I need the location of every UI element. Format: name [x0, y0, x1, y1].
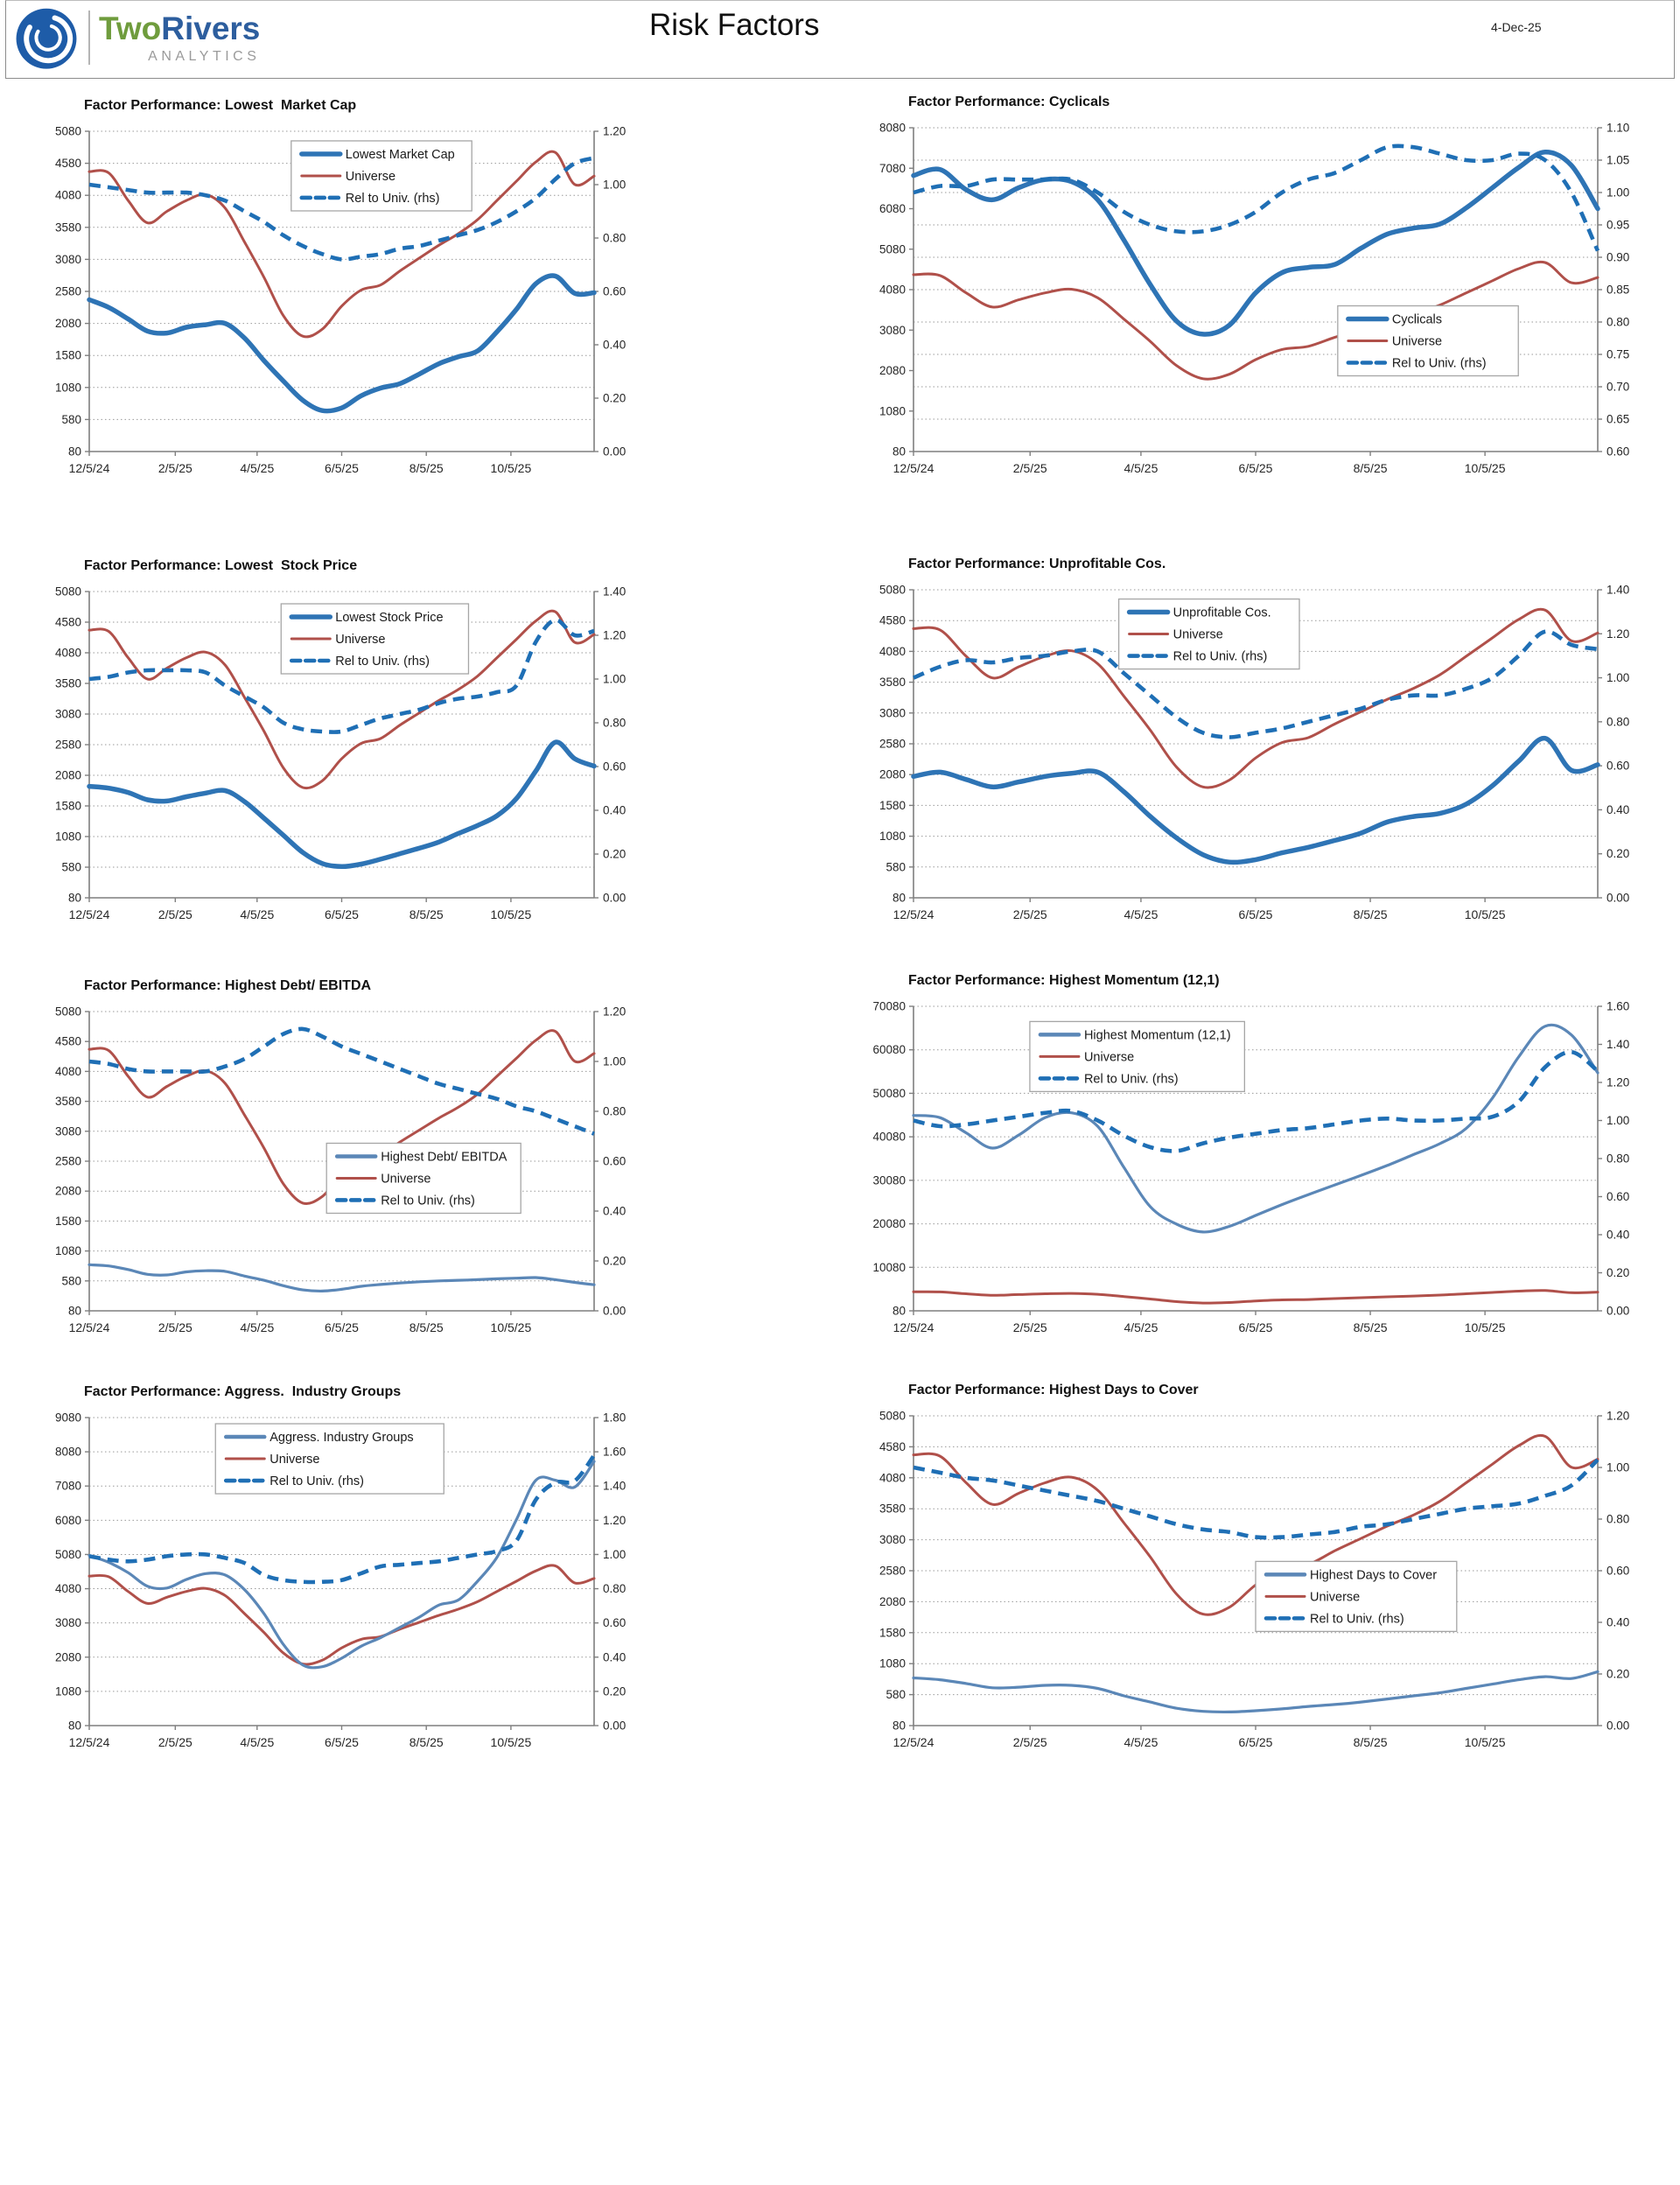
- svg-text:80: 80: [67, 1719, 81, 1733]
- svg-text:0.00: 0.00: [603, 1719, 626, 1733]
- chart-title: Factor Performance: Highest Days to Cover: [908, 1383, 1199, 1397]
- factor-line: [914, 1025, 1598, 1232]
- svg-text:0.40: 0.40: [1606, 1615, 1630, 1629]
- svg-text:3580: 3580: [54, 1095, 81, 1109]
- svg-text:5080: 5080: [54, 124, 81, 138]
- svg-text:4080: 4080: [54, 646, 81, 660]
- legend-label: Universe: [345, 169, 396, 184]
- legend: [326, 1143, 521, 1213]
- svg-text:1580: 1580: [54, 348, 81, 362]
- svg-text:6080: 6080: [54, 1513, 81, 1527]
- svg-text:2080: 2080: [878, 767, 906, 781]
- svg-text:0.00: 0.00: [1606, 1719, 1630, 1733]
- legend: [291, 141, 472, 211]
- chart-plot: [858, 1407, 1662, 1768]
- svg-text:5080: 5080: [54, 1005, 81, 1019]
- legend-label: Rel to Univ. (rhs): [1083, 1072, 1179, 1087]
- legend-label: Highest Momentum (12,1): [1083, 1028, 1231, 1043]
- svg-text:1.10: 1.10: [1606, 121, 1630, 135]
- svg-text:80: 80: [892, 1719, 906, 1733]
- svg-text:4080: 4080: [54, 1582, 81, 1596]
- svg-text:3580: 3580: [54, 676, 81, 690]
- svg-text:12/5/24: 12/5/24: [68, 1320, 110, 1334]
- legend-label: Lowest Market Cap: [345, 147, 455, 162]
- svg-text:0.95: 0.95: [1606, 218, 1630, 232]
- svg-text:4080: 4080: [54, 188, 81, 202]
- chart-lowest-stock-price: [33, 558, 659, 940]
- svg-text:6080: 6080: [878, 202, 906, 215]
- svg-text:0.00: 0.00: [603, 1304, 626, 1318]
- svg-text:0.00: 0.00: [1606, 1304, 1630, 1318]
- svg-text:1.20: 1.20: [603, 124, 626, 138]
- legend-label: Cyclicals: [1391, 312, 1443, 327]
- chart-highest-momentum: [858, 973, 1662, 1353]
- svg-text:40080: 40080: [872, 1130, 906, 1144]
- svg-text:1.60: 1.60: [1606, 999, 1630, 1013]
- svg-text:2080: 2080: [878, 1594, 906, 1608]
- svg-text:30080: 30080: [872, 1173, 906, 1187]
- svg-text:1.40: 1.40: [603, 585, 626, 599]
- legend-label: Lowest Stock Price: [335, 611, 444, 625]
- legend: [1256, 1561, 1457, 1631]
- svg-text:10/5/25: 10/5/25: [1464, 461, 1506, 475]
- svg-text:3080: 3080: [54, 252, 81, 266]
- svg-text:0.40: 0.40: [603, 338, 626, 352]
- svg-text:4580: 4580: [54, 1034, 81, 1048]
- svg-text:20080: 20080: [872, 1217, 906, 1231]
- legend-label: Highest Debt/ EBITDA: [381, 1150, 508, 1165]
- svg-text:4/5/25: 4/5/25: [240, 1320, 275, 1334]
- svg-text:2580: 2580: [54, 738, 81, 752]
- svg-text:4080: 4080: [54, 1064, 81, 1078]
- svg-text:0.60: 0.60: [1606, 759, 1630, 773]
- svg-text:8/5/25: 8/5/25: [1353, 907, 1388, 921]
- chart-lowest-market-cap: [33, 98, 659, 494]
- chart-title: Factor Performance: Highest Debt/ EBITDA: [84, 978, 372, 993]
- chart-plot: [858, 581, 1662, 940]
- svg-text:0.80: 0.80: [1606, 1152, 1630, 1166]
- svg-text:80: 80: [67, 891, 81, 905]
- chart-canvas: [858, 119, 1662, 494]
- svg-text:2/5/25: 2/5/25: [158, 907, 192, 921]
- legend-label: Universe: [1391, 334, 1443, 349]
- svg-text:50080: 50080: [872, 1086, 906, 1100]
- legend: [215, 1424, 444, 1494]
- svg-text:1.00: 1.00: [603, 178, 626, 192]
- svg-text:4080: 4080: [878, 1471, 906, 1485]
- chart-plot: [33, 583, 659, 940]
- chart-plot: [858, 119, 1662, 494]
- svg-text:1080: 1080: [54, 830, 81, 844]
- svg-text:0.75: 0.75: [1606, 347, 1630, 361]
- svg-text:1080: 1080: [878, 830, 906, 844]
- chart-highest-days-to-cover: [858, 1383, 1662, 1768]
- chart-canvas: [858, 998, 1662, 1353]
- svg-text:2080: 2080: [54, 1184, 81, 1198]
- svg-text:1080: 1080: [878, 404, 906, 418]
- svg-text:80: 80: [67, 445, 81, 459]
- svg-text:3580: 3580: [878, 676, 906, 690]
- svg-text:8/5/25: 8/5/25: [1353, 1320, 1388, 1334]
- svg-text:5080: 5080: [878, 583, 906, 597]
- svg-text:0.20: 0.20: [603, 1684, 626, 1698]
- chart-highest-debt-ebitda: [33, 978, 659, 1353]
- legend-label: Rel to Univ. (rhs): [1172, 649, 1268, 664]
- svg-text:4/5/25: 4/5/25: [1124, 907, 1158, 921]
- svg-text:0.40: 0.40: [603, 803, 626, 817]
- svg-text:8/5/25: 8/5/25: [409, 907, 444, 921]
- factor-line: [89, 1264, 594, 1291]
- svg-text:1580: 1580: [878, 1626, 906, 1640]
- svg-text:0.85: 0.85: [1606, 283, 1630, 297]
- logo-circle-icon: [13, 4, 80, 71]
- svg-text:2580: 2580: [878, 737, 906, 751]
- svg-text:6/5/25: 6/5/25: [325, 461, 359, 475]
- gridlines: [914, 1416, 1598, 1695]
- svg-text:1080: 1080: [54, 381, 81, 395]
- legend: [281, 604, 468, 674]
- svg-text:2080: 2080: [54, 317, 81, 331]
- svg-text:0.80: 0.80: [603, 1582, 626, 1596]
- svg-text:80: 80: [892, 891, 906, 905]
- svg-text:3580: 3580: [54, 221, 81, 235]
- svg-text:1.40: 1.40: [1606, 1038, 1630, 1051]
- svg-text:0.80: 0.80: [1606, 715, 1630, 729]
- svg-text:1.00: 1.00: [603, 672, 626, 686]
- svg-text:1.20: 1.20: [1606, 1075, 1630, 1089]
- svg-text:0.80: 0.80: [603, 716, 626, 730]
- svg-text:1.00: 1.00: [1606, 1460, 1630, 1474]
- svg-text:6/5/25: 6/5/25: [325, 1320, 359, 1334]
- svg-text:2580: 2580: [54, 1154, 81, 1168]
- svg-text:0.60: 0.60: [603, 1154, 626, 1168]
- svg-text:8/5/25: 8/5/25: [1353, 461, 1388, 475]
- svg-text:12/5/24: 12/5/24: [892, 461, 934, 475]
- svg-text:3080: 3080: [54, 1124, 81, 1138]
- logo-divider: [88, 11, 90, 65]
- chart-canvas: [33, 123, 659, 494]
- svg-text:0.40: 0.40: [1606, 802, 1630, 816]
- svg-text:580: 580: [886, 1688, 906, 1702]
- svg-text:0.80: 0.80: [1606, 315, 1630, 329]
- chart-plot: [33, 123, 659, 494]
- report-header: [5, 0, 1675, 79]
- svg-text:1080: 1080: [878, 1656, 906, 1670]
- svg-text:1.60: 1.60: [603, 1445, 626, 1459]
- svg-text:0.60: 0.60: [603, 1616, 626, 1630]
- svg-text:60080: 60080: [872, 1043, 906, 1057]
- legend-label: Rel to Univ. (rhs): [345, 191, 440, 206]
- svg-text:1580: 1580: [54, 1214, 81, 1228]
- svg-text:0.80: 0.80: [603, 231, 626, 245]
- svg-text:0.20: 0.20: [603, 847, 626, 861]
- legend-label: Unprofitable Cos.: [1172, 606, 1271, 620]
- svg-text:2/5/25: 2/5/25: [1012, 1320, 1047, 1334]
- legend-label: Rel to Univ. (rhs): [1310, 1612, 1404, 1627]
- chart-title: Factor Performance: Lowest Market Cap: [84, 98, 357, 113]
- svg-text:0.20: 0.20: [1606, 1266, 1630, 1279]
- svg-text:6/5/25: 6/5/25: [325, 907, 359, 921]
- svg-text:1.20: 1.20: [1606, 627, 1630, 641]
- svg-text:8080: 8080: [54, 1445, 81, 1459]
- legend-label: Universe: [335, 633, 386, 647]
- svg-text:1.00: 1.00: [1606, 671, 1630, 685]
- svg-text:80: 80: [892, 1304, 906, 1318]
- chart-canvas: [33, 583, 659, 940]
- logo-wordmark: [99, 12, 260, 64]
- legend-label: Rel to Univ. (rhs): [1391, 356, 1487, 371]
- svg-text:1.20: 1.20: [603, 1005, 626, 1019]
- svg-text:580: 580: [61, 860, 81, 874]
- factor-line: [89, 276, 594, 411]
- svg-text:4580: 4580: [54, 157, 81, 171]
- svg-text:0.65: 0.65: [1606, 412, 1630, 426]
- chart-title: Factor Performance: Aggress. Industry Groups: [84, 1384, 402, 1399]
- svg-text:8/5/25: 8/5/25: [409, 1320, 444, 1334]
- legend-label: Highest Days to Cover: [1310, 1568, 1438, 1583]
- svg-text:0.60: 0.60: [603, 284, 626, 298]
- svg-text:2080: 2080: [54, 768, 81, 782]
- legend-label: Universe: [270, 1453, 320, 1467]
- rel-to-univ-line: [89, 1029, 594, 1134]
- svg-text:1.20: 1.20: [603, 628, 626, 642]
- page-title: Risk Factors: [649, 8, 820, 42]
- svg-text:580: 580: [61, 1274, 81, 1288]
- svg-text:0.40: 0.40: [1606, 1228, 1630, 1242]
- svg-text:1580: 1580: [54, 799, 81, 813]
- universe-line: [914, 1291, 1598, 1303]
- svg-text:70080: 70080: [872, 999, 906, 1013]
- svg-text:6/5/25: 6/5/25: [1238, 1320, 1273, 1334]
- axis-labels: [879, 122, 1629, 476]
- chart-title: Factor Performance: Lowest Stock Price: [84, 558, 358, 573]
- svg-text:2080: 2080: [878, 364, 906, 377]
- chart-canvas: [33, 1409, 659, 1768]
- svg-text:0.40: 0.40: [603, 1650, 626, 1664]
- legend: [1338, 306, 1518, 376]
- svg-text:0.20: 0.20: [603, 1254, 626, 1268]
- svg-text:6/5/25: 6/5/25: [1238, 461, 1273, 475]
- svg-text:12/5/24: 12/5/24: [892, 907, 934, 921]
- axis-labels: [879, 1410, 1629, 1750]
- svg-text:12/5/24: 12/5/24: [892, 1320, 934, 1334]
- svg-text:10/5/25: 10/5/25: [490, 907, 532, 921]
- svg-text:4/5/25: 4/5/25: [1124, 1735, 1158, 1749]
- svg-text:1.00: 1.00: [603, 1054, 626, 1068]
- svg-text:3080: 3080: [878, 1533, 906, 1547]
- chart-canvas: [33, 1003, 659, 1353]
- chart-canvas: [858, 581, 1662, 940]
- svg-text:10/5/25: 10/5/25: [490, 1320, 532, 1334]
- svg-text:5080: 5080: [54, 585, 81, 599]
- svg-text:0.60: 0.60: [603, 760, 626, 774]
- chart-title: Factor Performance: Cyclicals: [908, 95, 1110, 109]
- svg-text:6/5/25: 6/5/25: [325, 1735, 359, 1749]
- svg-text:2580: 2580: [54, 284, 81, 298]
- svg-text:0.60: 0.60: [1606, 445, 1630, 459]
- chart-aggressive-industry-groups: [33, 1384, 659, 1768]
- svg-text:1080: 1080: [54, 1244, 81, 1258]
- svg-text:3080: 3080: [54, 707, 81, 721]
- svg-text:0.40: 0.40: [603, 1204, 626, 1218]
- svg-text:3580: 3580: [878, 1502, 906, 1516]
- svg-text:3080: 3080: [878, 706, 906, 720]
- svg-text:2/5/25: 2/5/25: [1012, 907, 1047, 921]
- rel-to-univ-line: [914, 1460, 1598, 1537]
- svg-text:8080: 8080: [878, 121, 906, 135]
- logo-subtitle: ANALYTICS: [148, 48, 261, 64]
- legend-label: Universe: [381, 1172, 431, 1187]
- legend-label: Rel to Univ. (rhs): [335, 655, 430, 669]
- chart-plot: [858, 998, 1662, 1353]
- svg-text:0.20: 0.20: [1606, 1667, 1630, 1681]
- svg-text:5080: 5080: [878, 242, 906, 256]
- svg-text:8/5/25: 8/5/25: [409, 1735, 444, 1749]
- two-rivers-logo: [13, 4, 260, 71]
- svg-text:6/5/25: 6/5/25: [1238, 1735, 1273, 1749]
- legend-label: Rel to Univ. (rhs): [381, 1194, 475, 1208]
- legend-label: Aggress. Industry Groups: [270, 1431, 414, 1446]
- svg-text:8/5/25: 8/5/25: [409, 461, 444, 475]
- svg-text:5080: 5080: [54, 1547, 81, 1561]
- svg-text:580: 580: [61, 412, 81, 426]
- svg-text:1580: 1580: [878, 798, 906, 812]
- svg-text:10/5/25: 10/5/25: [490, 1735, 532, 1749]
- svg-text:80: 80: [67, 1304, 81, 1318]
- report-date: 4-Dec-25: [1491, 20, 1542, 34]
- rel-to-univ-line: [914, 146, 1598, 251]
- svg-text:1.00: 1.00: [1606, 1114, 1630, 1127]
- chart-plot: [33, 1003, 659, 1353]
- svg-text:0.00: 0.00: [603, 445, 626, 459]
- svg-text:2580: 2580: [878, 1564, 906, 1578]
- legend: [1030, 1021, 1244, 1091]
- chart-title: Factor Performance: Highest Momentum (12,1): [908, 973, 1220, 988]
- chart-title: Factor Performance: Unprofitable Cos.: [908, 557, 1166, 571]
- chart-plot: [33, 1409, 659, 1768]
- legend-label: Universe: [1083, 1050, 1135, 1065]
- svg-text:4/5/25: 4/5/25: [1124, 461, 1158, 475]
- svg-text:1.80: 1.80: [603, 1411, 626, 1425]
- svg-text:6/5/25: 6/5/25: [1238, 907, 1273, 921]
- factor-line: [914, 1671, 1598, 1712]
- logo-word-two: Two: [99, 10, 162, 46]
- svg-text:1.20: 1.20: [1606, 1409, 1630, 1423]
- svg-text:10/5/25: 10/5/25: [490, 461, 532, 475]
- svg-text:4580: 4580: [878, 1439, 906, 1453]
- svg-text:2/5/25: 2/5/25: [1012, 461, 1047, 475]
- svg-text:2/5/25: 2/5/25: [158, 1735, 192, 1749]
- svg-text:4080: 4080: [878, 283, 906, 297]
- svg-text:0.00: 0.00: [603, 891, 626, 905]
- svg-text:12/5/24: 12/5/24: [68, 461, 110, 475]
- svg-text:10/5/25: 10/5/25: [1464, 907, 1506, 921]
- svg-text:1.20: 1.20: [603, 1513, 626, 1527]
- svg-text:4/5/25: 4/5/25: [240, 1735, 275, 1749]
- svg-text:0.70: 0.70: [1606, 380, 1630, 394]
- svg-text:8/5/25: 8/5/25: [1353, 1735, 1388, 1749]
- svg-text:12/5/24: 12/5/24: [892, 1735, 934, 1749]
- svg-text:1.40: 1.40: [603, 1479, 626, 1493]
- svg-text:0.00: 0.00: [1606, 891, 1630, 905]
- svg-text:1.00: 1.00: [1606, 186, 1630, 200]
- svg-text:0.80: 0.80: [603, 1104, 626, 1118]
- svg-text:2/5/25: 2/5/25: [158, 461, 192, 475]
- svg-text:0.20: 0.20: [603, 391, 626, 405]
- svg-text:1080: 1080: [54, 1684, 81, 1698]
- svg-text:0.60: 0.60: [1606, 1190, 1630, 1203]
- svg-text:10/5/25: 10/5/25: [1464, 1320, 1506, 1334]
- svg-text:12/5/24: 12/5/24: [68, 907, 110, 921]
- svg-text:7080: 7080: [54, 1479, 81, 1493]
- svg-text:7080: 7080: [878, 161, 906, 175]
- legend: [1119, 599, 1299, 669]
- svg-text:4080: 4080: [878, 644, 906, 658]
- svg-text:1.05: 1.05: [1606, 153, 1630, 167]
- chart-unprofitable-cos: [858, 557, 1662, 940]
- legend-label: Universe: [1310, 1590, 1361, 1605]
- legend-label: Rel to Univ. (rhs): [270, 1474, 364, 1489]
- svg-text:10080: 10080: [872, 1260, 906, 1274]
- svg-text:2080: 2080: [54, 1650, 81, 1664]
- svg-text:12/5/24: 12/5/24: [68, 1735, 110, 1749]
- svg-text:4/5/25: 4/5/25: [240, 461, 275, 475]
- svg-text:0.60: 0.60: [1606, 1564, 1630, 1578]
- svg-text:0.80: 0.80: [1606, 1512, 1630, 1526]
- svg-text:10/5/25: 10/5/25: [1464, 1735, 1506, 1749]
- logo-word-rivers: Rivers: [161, 10, 261, 46]
- chart-canvas: [858, 1407, 1662, 1768]
- svg-text:5080: 5080: [878, 1409, 906, 1423]
- svg-text:80: 80: [892, 445, 906, 459]
- svg-text:3080: 3080: [54, 1616, 81, 1630]
- svg-text:0.20: 0.20: [1606, 847, 1630, 861]
- svg-text:2/5/25: 2/5/25: [1012, 1735, 1047, 1749]
- svg-text:0.90: 0.90: [1606, 250, 1630, 264]
- chart-cyclicals: [858, 95, 1662, 494]
- axes: [909, 1006, 1602, 1315]
- svg-text:4/5/25: 4/5/25: [1124, 1320, 1158, 1334]
- factor-line: [89, 742, 594, 866]
- svg-text:1.00: 1.00: [603, 1547, 626, 1561]
- svg-text:3080: 3080: [878, 323, 906, 337]
- svg-text:4580: 4580: [878, 613, 906, 627]
- svg-text:580: 580: [886, 860, 906, 874]
- svg-text:9080: 9080: [54, 1411, 81, 1425]
- svg-text:2/5/25: 2/5/25: [158, 1320, 192, 1334]
- legend-label: Universe: [1172, 627, 1223, 642]
- svg-text:4580: 4580: [54, 615, 81, 629]
- svg-text:1.40: 1.40: [1606, 583, 1630, 597]
- svg-text:4/5/25: 4/5/25: [240, 907, 275, 921]
